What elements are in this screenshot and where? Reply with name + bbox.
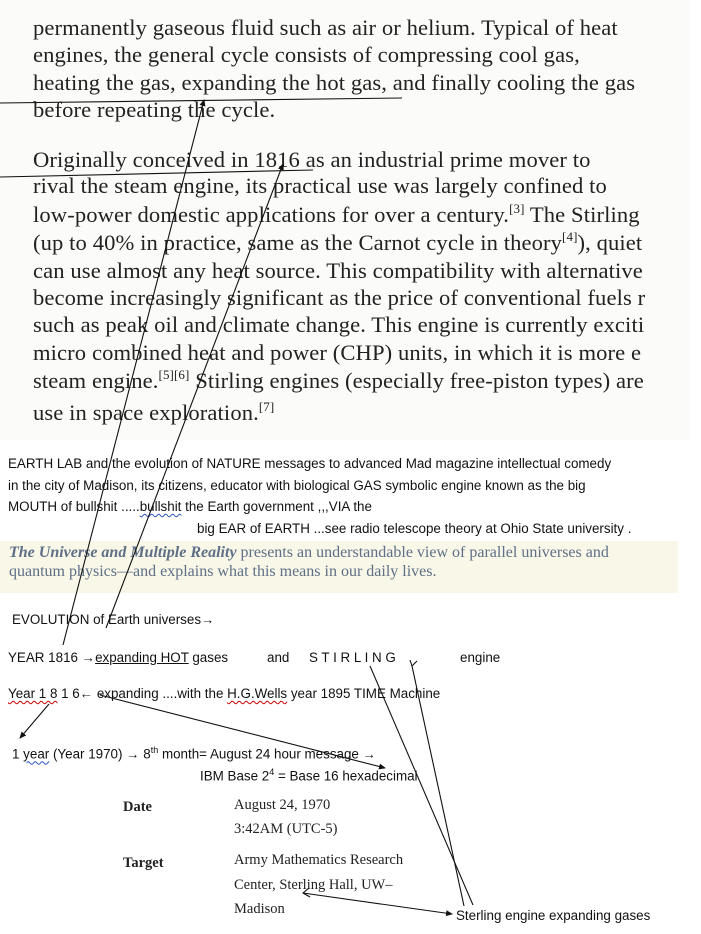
arrow-line: [412, 666, 464, 906]
scan-line: rival the steam engine, its practical use was largely confined to: [33, 173, 607, 198]
scan-line: Originally conceived in 1816 as an industrial prime mover to: [33, 147, 591, 172]
scan-line: before repeating the cycle.: [33, 97, 276, 122]
engine-word: engine: [460, 650, 501, 665]
arrow-line: [370, 666, 473, 905]
target-value: Center, Sterling Hall, UW–: [234, 877, 393, 893]
scan-line: heating the gas, expanding the hot gas, and finally cooling the gas: [33, 70, 636, 95]
message-note: 1 year (Year 1970) → 8th month= August 24 hour message →: [12, 745, 376, 762]
target-value: Madison: [234, 901, 285, 917]
scan-line: use in space exploration.[7]: [33, 399, 275, 425]
arrow-line: [20, 704, 49, 738]
scan-line: steam engine.[5][6] Stirling engines (especially free-piston types) are: [33, 367, 644, 393]
scan-line: such as peak oil and climate change. This engine is currently exciti: [33, 312, 645, 337]
target-value: Army Mathematics Research: [234, 852, 404, 868]
arrow-line: [63, 100, 204, 645]
blurb-line: quantum physics—and explains what this means in our daily lives.: [9, 563, 437, 580]
and-word: and: [267, 650, 290, 665]
arrow-line: [303, 893, 452, 914]
scan-line: micro combined heat and power (CHP) units, in which it is more e: [33, 340, 642, 365]
sterling-expanding-note: Sterling engine expanding gases: [456, 908, 651, 923]
scan-line: low-power domestic applications for over a century.[3] The Stirling: [33, 201, 640, 227]
date-label: Date: [123, 799, 152, 815]
scan-line: engines, the general cycle consists of compressing cool gas,: [33, 42, 580, 67]
year-1816-note: YEAR 1816 →expanding HOT gases: [8, 650, 229, 665]
footnote-ref: [7]: [258, 399, 275, 414]
ibm-base-note: IBM Base $2^4$ = Base 16 hexadecimal: [200, 767, 418, 784]
scan-line: can use almost any heat source. This compatibility with alternative: [33, 258, 643, 283]
arrow-line: [100, 695, 385, 768]
note-line: EARTH LAB and the evolution of NATURE messages to advanced Mad magazine intellectual comedy: [8, 456, 612, 471]
stirling-word: S T I R L I N G: [309, 650, 396, 665]
underline-stroke: [0, 170, 313, 177]
underline-stroke: [0, 98, 402, 103]
note-line: in the city of Madison, its citizens, educator with biological GAS symbolic engine known as the big: [8, 478, 586, 493]
date-value: August 24, 1970: [234, 797, 331, 813]
footnote-ref: [5][6]: [158, 367, 190, 382]
evolution-note: EVOLUTION of Earth universes→: [12, 612, 215, 627]
arrow-line: [106, 164, 283, 628]
scan-line: permanently gaseous fluid such as air or helium. Typical of heat: [33, 15, 618, 40]
time-value: 3:42AM (UTC-5): [234, 821, 338, 837]
footnote-ref: [3]: [509, 201, 525, 216]
scan-line: become increasingly significant as the price of conventional fuels r: [33, 285, 646, 310]
blurb-line: The Universe and Multiple Reality presents an understandable view of parallel universes and: [9, 544, 609, 561]
book-title: The Universe and Multiple Reality: [9, 544, 237, 561]
year-18-16-note: Year 1 8 1 6← expanding ....with the H.G.Wells year 1895 TIME Machine: [8, 686, 441, 701]
target-label: Target: [123, 855, 164, 871]
note-line: big EAR of EARTH ...see radio telescope theory at Ohio State university .: [197, 521, 632, 536]
footnote-ref: [4]: [562, 229, 578, 244]
note-line: MOUTH of bullshit .....bullshit the Earth government ,,,VIA the: [8, 499, 372, 514]
scan-line: (up to 40% in practice, same as the Carnot cycle in theory[4]), quiet: [33, 229, 643, 255]
arrow-head: [303, 888, 310, 897]
arrow-head: [410, 660, 417, 666]
